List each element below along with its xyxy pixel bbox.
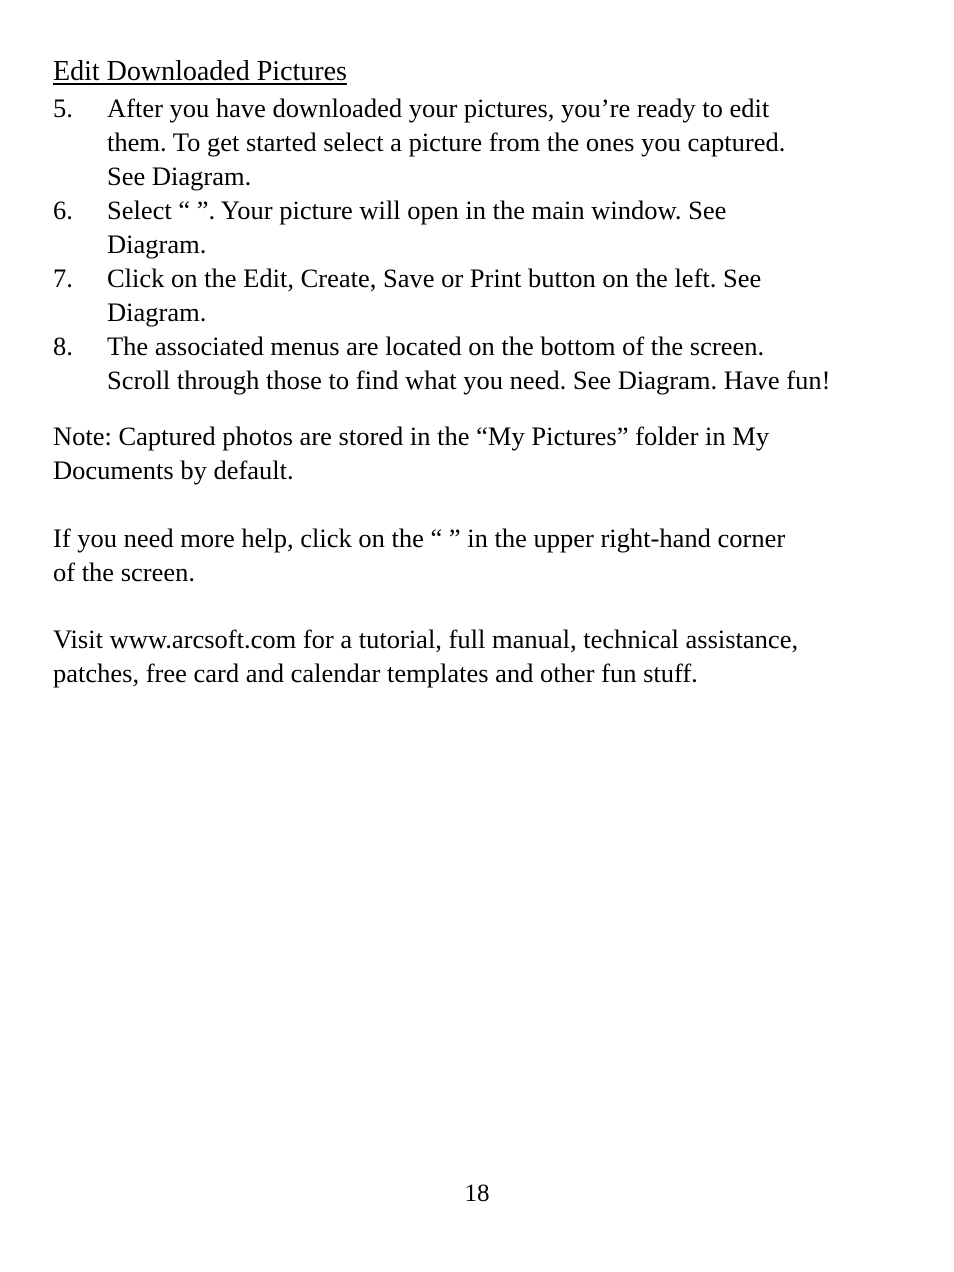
list-item: [53, 193, 933, 261]
step-text: Click on the Edit, Create, Save or Print button on the left. See Diagram.: [107, 263, 762, 327]
help-paragraph: If you need more help, click on the “ ” in the upper right-hand corner of the screen.: [53, 523, 786, 587]
step-number: 7.: [53, 263, 73, 293]
list-item: [53, 91, 933, 193]
step-number: 6.: [53, 195, 73, 225]
page-number: 18: [464, 1180, 490, 1207]
step-number: 5.: [53, 93, 73, 123]
steps-list: [53, 91, 933, 397]
section-heading: Edit Downloaded Pictures: [53, 56, 347, 87]
step-number: 8.: [53, 331, 73, 361]
step-text: The associated menus are located on the bottom of the screen. Scroll through those to find what you need. See Diagram. Have fun!: [107, 331, 831, 395]
visit-paragraph: Visit www.arcsoft.com for a tutorial, full manual, technical assistance, patches, free card and calendar templates and other fun stuff.: [53, 624, 799, 688]
step-text: Select “ ”. Your picture will open in the main window. See Diagram.: [107, 195, 727, 259]
note-paragraph: Note: Captured photos are stored in the “My Pictures” folder in My Documents by default.: [53, 421, 770, 485]
list-item: [53, 261, 933, 329]
list-item: [53, 329, 933, 397]
step-text: After you have downloaded your pictures, you’re ready to edit them. To get started select a picture from the ones you captured. See Diagram.: [107, 93, 786, 191]
